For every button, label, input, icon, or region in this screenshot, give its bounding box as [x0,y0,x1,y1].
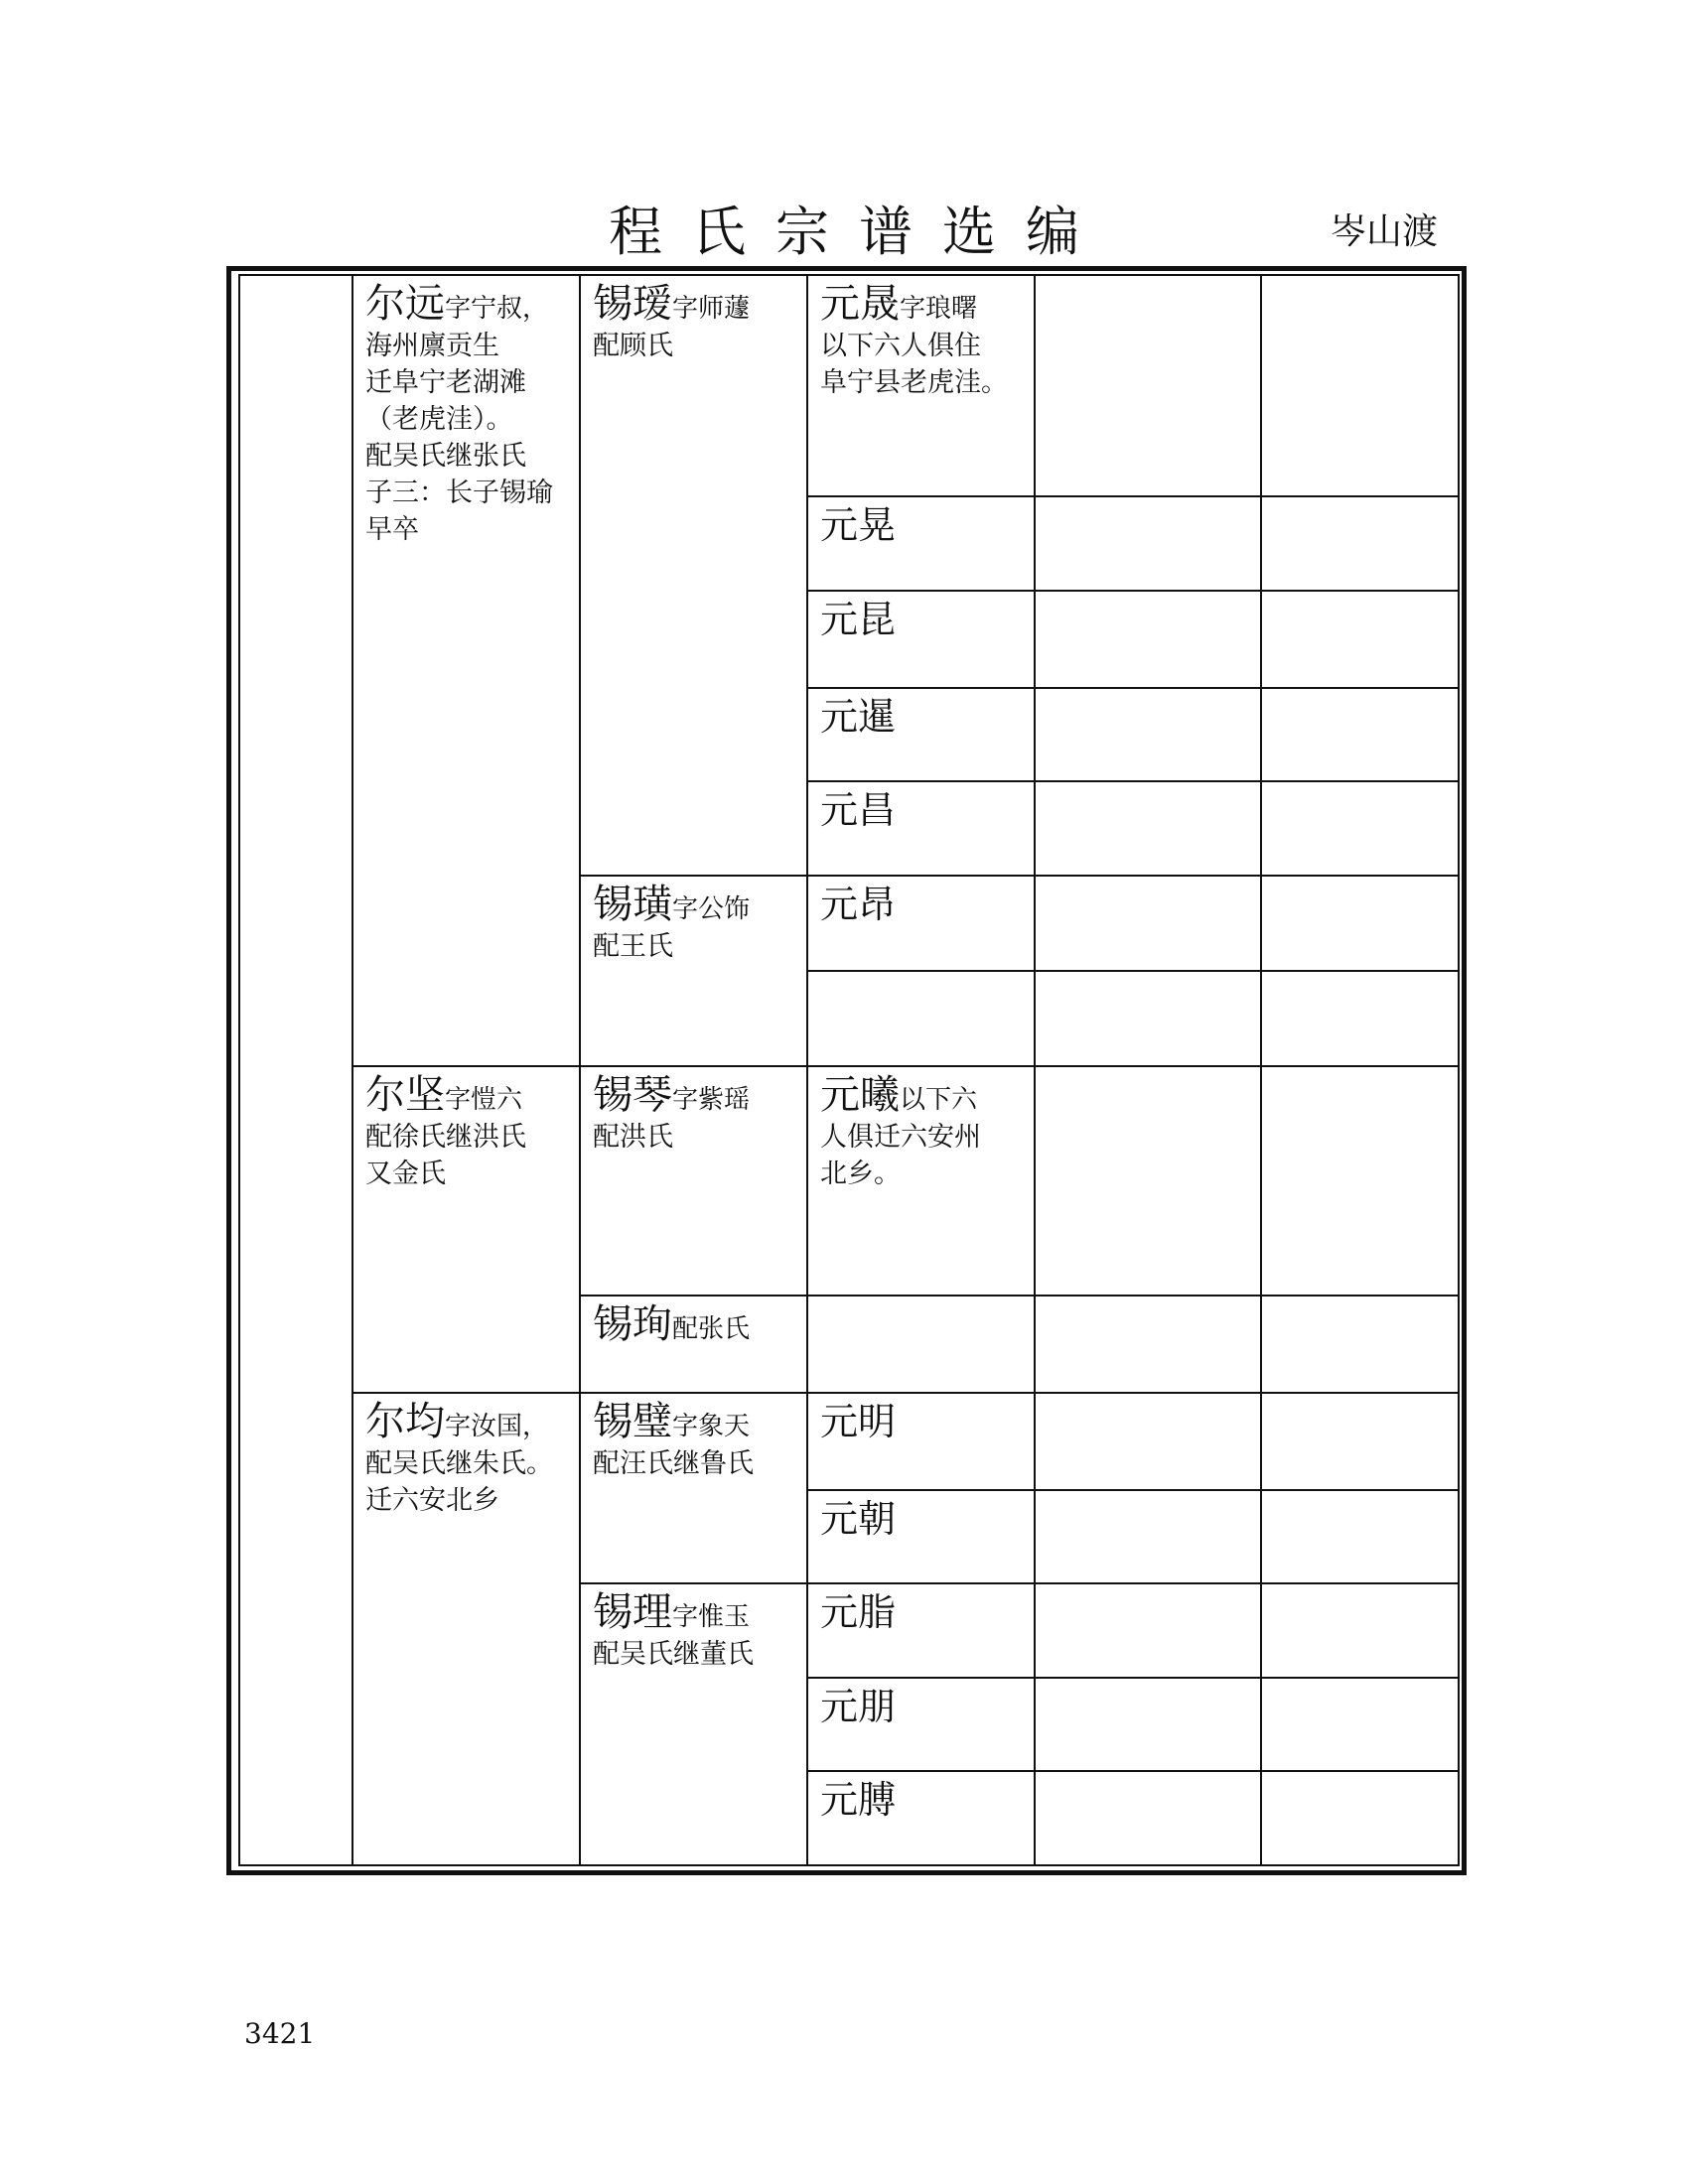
desc-line: 迁六安北乡 [365,1485,499,1517]
courtesy-name: 字宁叔， [445,294,549,324]
empty-cell [1261,1066,1459,1296]
desc-line: 配吴氏继张氏 [365,441,526,472]
person-cell [580,1066,807,1296]
empty-cell [1261,591,1459,688]
desc-line: 配顾氏 [593,331,673,361]
empty-cell [1261,781,1459,876]
empty-cell [1035,275,1261,496]
empty-cell [1035,876,1261,971]
branch-location: 岑山渡 [1330,211,1438,252]
person-name: 尔坚 [365,1071,445,1118]
person-name: 尔远 [365,281,445,327]
person-name: 元明 [807,1393,1035,1490]
empty-cell [1035,1771,1261,1865]
courtesy-name: 字紫瑶 [672,1084,751,1115]
person-name: 锡瑷 [593,281,672,327]
desc-line: 配洪氏 [593,1121,673,1153]
courtesy-name: 字象天 [672,1412,751,1442]
person-name: 元曦 [820,1071,900,1118]
empty-cell [1261,1490,1459,1584]
person-cell [580,1583,807,1865]
empty-cell [1261,1393,1459,1490]
desc-line: 海州廪贡生 [365,331,499,361]
desc-line: 阜宁县老虎洼。 [820,367,1008,398]
empty-cell [1035,591,1261,688]
empty-cell [1035,1678,1261,1772]
desc-line: 北乡。 [820,1158,901,1189]
person-name: 锡璜 [593,881,672,927]
page-title: 程氏宗谱选编 [609,201,1109,263]
empty-cell [1035,1296,1261,1393]
courtesy-name: 字愷六 [445,1084,523,1115]
empty-cell [1035,1490,1261,1584]
desc-line: （老虎洼）。 [365,404,513,435]
person-name: 元晃 [807,496,1035,591]
desc-line: 迁阜宁老湖滩 [365,367,526,398]
courtesy-name: 配张氏 [672,1314,751,1345]
person-cell [580,1296,807,1393]
courtesy-name: 字惟玉 [672,1602,751,1633]
empty-cell [1261,876,1459,971]
desc-line: 又金氏 [365,1158,446,1189]
person-cell [580,275,807,876]
empty-cell [1035,1583,1261,1678]
person-name: 元昂 [807,876,1035,971]
empty-cell [1035,781,1261,876]
empty-cell [1261,971,1459,1066]
person-name: 元昆 [807,591,1035,688]
desc-line: 早卒 [365,514,419,545]
person-cell [807,1066,1035,1296]
desc-line: 配徐氏继洪氏 [365,1121,526,1153]
person-name: 元昌 [807,781,1035,876]
person-cell [352,1066,580,1393]
courtesy-name: 字师蘧 [672,294,751,324]
courtesy-name: 字汝国， [445,1412,549,1442]
desc-line: 以下六人俱住 [820,331,981,361]
empty-cell [1035,971,1261,1066]
person-cell [580,876,807,1066]
empty-cell [1035,688,1261,782]
person-name: 尔均 [365,1399,445,1445]
person-name: 元晟 [820,281,900,327]
person-name: 元暹 [807,688,1035,782]
empty-cell [1261,1583,1459,1678]
empty-cell [807,1296,1035,1393]
desc-line: 配吴氏继董氏 [593,1639,754,1671]
empty-cell [1261,688,1459,782]
desc-line: 配王氏 [593,930,673,962]
empty-cell [807,971,1035,1066]
table-row [239,275,1459,496]
person-name: 锡璧 [593,1399,672,1445]
courtesy-name: 以下六 [900,1084,978,1115]
person-name: 锡理 [593,1589,672,1636]
person-name: 锡珣 [593,1301,672,1348]
desc-line: 配吴氏继朱氏。 [365,1448,553,1480]
person-name: 元膊 [807,1771,1035,1865]
desc-line: 配汪氏继鲁氏 [593,1448,754,1480]
empty-cell [1035,496,1261,591]
person-cell [807,275,1035,496]
person-name: 锡琴 [593,1071,672,1118]
empty-cell [1261,1678,1459,1772]
person-cell [580,1393,807,1583]
table-row [239,1393,1459,1490]
person-name: 元脂 [807,1583,1035,1678]
person-cell [352,1393,580,1865]
person-name: 元朋 [807,1678,1035,1772]
empty-cell [1035,1393,1261,1490]
courtesy-name: 字琅曙 [900,294,978,324]
courtesy-name: 字公饰 [672,893,751,924]
page-number: 3421 [244,2017,316,2050]
empty-cell [1261,496,1459,591]
desc-line: 人俱迁六安州 [820,1121,981,1153]
empty-cell [1261,1296,1459,1393]
table-row [239,1066,1459,1296]
genealogy-table [238,274,1460,1866]
empty-cell [1261,1771,1459,1865]
empty-cell [1035,1066,1261,1296]
desc-line: 子三：长子锡瑜 [365,478,553,508]
generation-cell-empty [239,275,352,1865]
person-cell [352,275,580,1066]
empty-cell [1261,275,1459,496]
person-name: 元朝 [807,1490,1035,1584]
